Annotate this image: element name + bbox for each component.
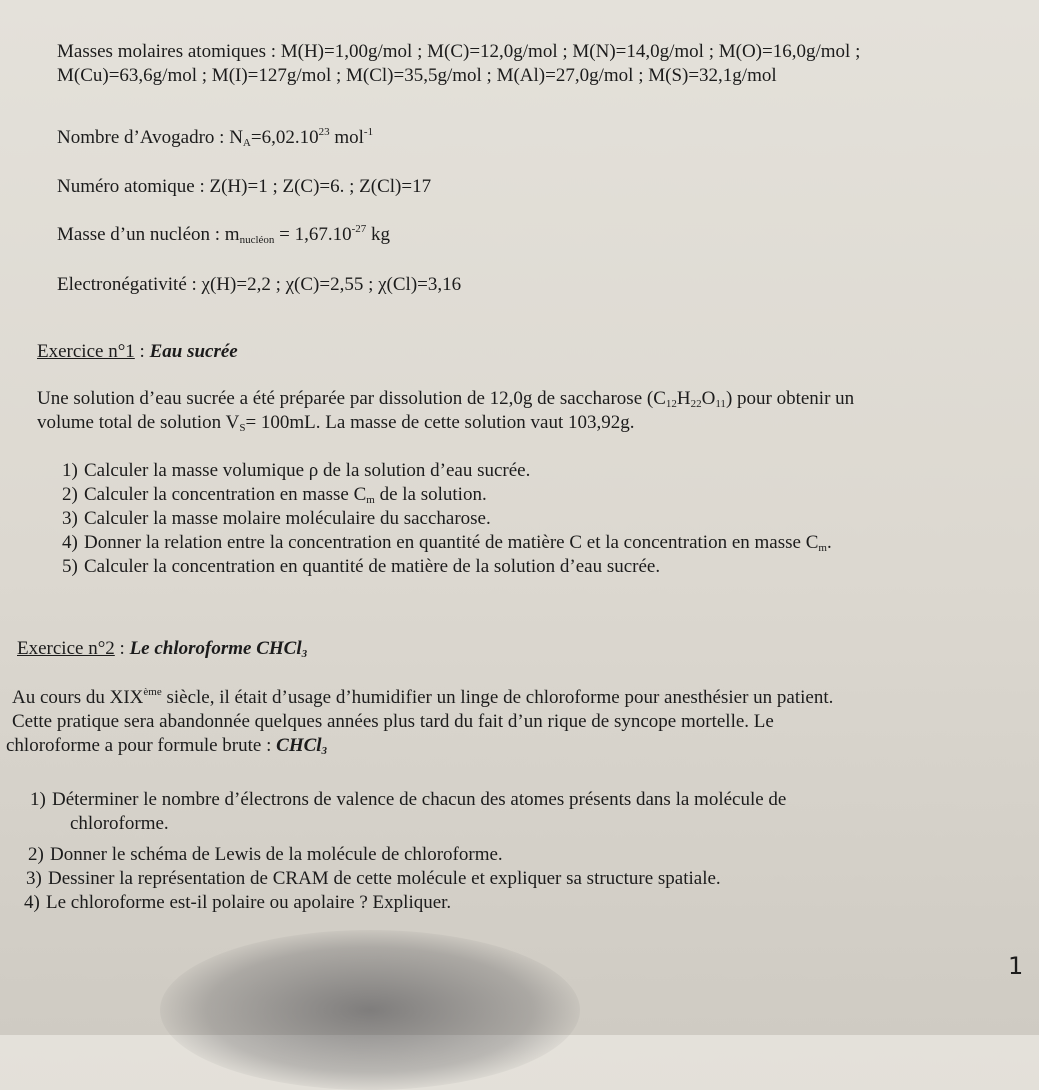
exercise-2-question-3: 3) Dessiner la représentation de CRAM de cette molécule et expliquer sa structure spatiale. bbox=[26, 868, 721, 889]
exercise-1-intro-line-2: volume total de solution $V_S= 100mL$. La masse de cette solution vaut 103,92g. bbox=[37, 412, 635, 434]
exercise-1-intro-line-1: Une solution d’eau sucrée a été préparée par dissolution de 12,0g de saccharose $(C_{12}H_{22}O_{11})$ pour obtenir un bbox=[37, 388, 855, 410]
electronegativity: Electronégativité : χ(H)=2,2 ; χ(C)=2,55 ; χ(Cl)=3,16 bbox=[57, 274, 462, 295]
exercise-2-heading: Exercice n°2 : Le chloroforme CHCl$_3$ bbox=[17, 638, 308, 660]
avogadro-number: Nombre d’Avogadro : $N_A=6,02.10^{23}$ mol$^{-1}$ bbox=[57, 126, 374, 149]
exercise-2-intro-line-2: Cette pratique sera abandonnée quelques années plus tard du fait d’un rique de syncope mortelle. Le bbox=[12, 711, 774, 732]
exercise-1-question-5: 5) Calculer la concentration en quantité de matière de la solution d’eau sucrée. bbox=[62, 556, 661, 577]
exercise-2-intro-line-3: chloroforme a pour formule brute : CHCl$_3$ bbox=[6, 735, 328, 757]
nucleon-mass: Masse d’un nucléon : $m_{nucléon} = 1,67.10^{-27}$ kg bbox=[57, 223, 391, 246]
molar-masses-line-2: M(Cu)=63,6g/mol ; M(I)=127g/mol ; M(Cl)=35,5g/mol ; M(Al)=27,0g/mol ; M(S)=32,1g/mol bbox=[57, 65, 777, 86]
atomic-numbers: Numéro atomique : Z(H)=1 ; Z(C)=6. ; Z(Cl)=17 bbox=[57, 176, 432, 197]
exercise-1-question-3: 3) Calculer la masse molaire moléculaire du saccharose. bbox=[62, 508, 491, 529]
exercise-2-intro-line-1: Au cours du XIXème siècle, il était d’usage d’humidifier un linge de chloroforme pour anesthésier un patient. bbox=[12, 686, 834, 708]
page-number: 1 bbox=[1008, 952, 1024, 980]
exercise-1-question-4: 4) Donner la relation entre la concentration en quantité de matière C et la concentration en masse $C_m$. bbox=[62, 532, 832, 554]
exercise-2-question-4: 4) Le chloroforme est-il polaire ou apolaire ? Expliquer. bbox=[24, 892, 452, 913]
hand-shadow bbox=[160, 930, 580, 1090]
molar-masses-line-1: Masses molaires atomiques : M(H)=1,00g/mol ; M(C)=12,0g/mol ; M(N)=14,0g/mol ; M(O)=16,0g/mol ; bbox=[57, 41, 861, 62]
exercise-2-question-1-line-2: chloroforme. bbox=[70, 813, 169, 834]
exercise-1-heading: Exercice n°1 : Eau sucrée bbox=[37, 341, 238, 362]
exercise-1-question-2: 2) Calculer la concentration en masse $C_m$ de la solution. bbox=[62, 484, 487, 506]
exercise-1-question-1: 1) Calculer la masse volumique ρ de la solution d’eau sucrée. bbox=[62, 460, 531, 481]
exercise-2-question-2: 2) Donner le schéma de Lewis de la molécule de chloroforme. bbox=[28, 844, 503, 865]
exercise-2-question-1-line-1: 1) Déterminer le nombre d’électrons de valence de chacun des atomes présents dans la molécule de bbox=[30, 789, 787, 810]
